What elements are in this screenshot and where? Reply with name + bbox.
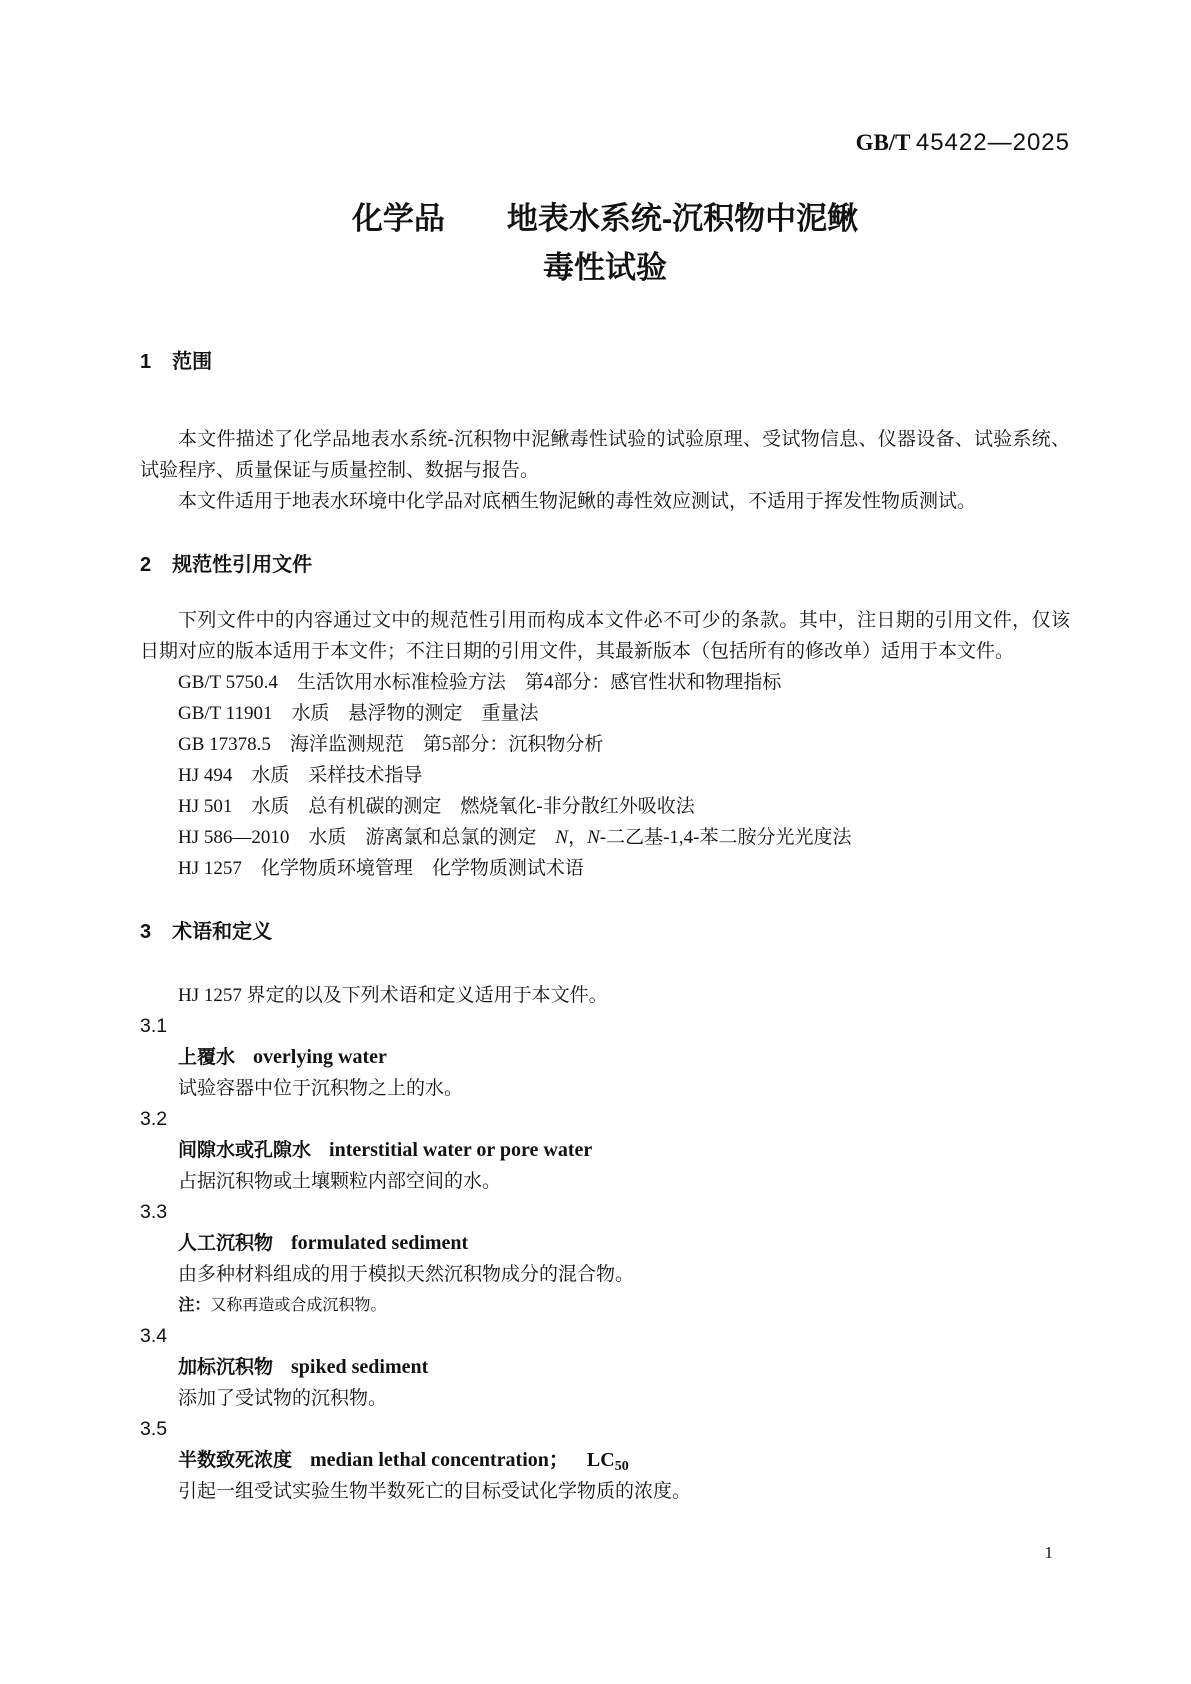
scope-paragraph-2: 本文件适用于地表水环境中化学品对底栖生物泥鳅的毒性效应测试，不适用于挥发性物质测试。 <box>178 491 977 512</box>
term-name-en: formulated sediment <box>291 1232 469 1254</box>
section-heading-scope <box>140 350 1070 374</box>
note-text: 又称再造或合成沉积物。 <box>210 1297 387 1314</box>
section-heading-terms <box>140 920 1070 944</box>
term-definition: 试验容器中位于沉积物之上的水。 <box>178 1078 464 1099</box>
term-name-en: interstitial water or pore water <box>329 1139 593 1161</box>
standard-number <box>140 130 1070 158</box>
term-heading <box>140 1352 1070 1383</box>
term-name-en: spiked sediment <box>291 1356 429 1378</box>
term-name-zh: 加标沉积物 <box>178 1357 274 1378</box>
reference-item: GB/T 11901 水质 悬浮物的测定 重量法 <box>178 703 539 724</box>
term-number-3-2: 3.2 <box>140 1108 168 1130</box>
document-title-line1: 化学品 地表水系统-沉积物中泥鳅 <box>351 201 859 236</box>
term-heading <box>140 1042 1070 1073</box>
section-title: 规范性引用文件 <box>172 554 313 576</box>
term-abbreviation-letters: LC <box>586 1449 615 1471</box>
standard-number-prefix: GB/T <box>855 130 916 155</box>
section-number: 2 <box>140 554 152 576</box>
term-number-3-4: 3.4 <box>140 1325 168 1347</box>
section-title: 术语和定义 <box>172 921 273 943</box>
reference-item: GB 17378.5 海洋监测规范 第5部分：沉积物分析 <box>178 734 604 755</box>
document-title <box>140 194 1070 292</box>
term-heading <box>140 1445 1070 1476</box>
term-name-zh: 上覆水 <box>178 1047 236 1068</box>
term-definition: 引起一组受试实验生物半数死亡的目标受试化学物质的浓度。 <box>178 1481 692 1502</box>
term-name-en: median lethal concentration； <box>310 1449 569 1471</box>
section-title: 范围 <box>172 351 213 373</box>
scope-paragraph-1: 本文件描述了化学品地表水系统-沉积物中泥鳅毒性试验的试验原理、受试物信息、仪器设备、试验系统、试验程序、质量保证与质量控制、数据与报告。 <box>140 429 1070 481</box>
term-heading <box>140 1228 1070 1259</box>
section-number: 1 <box>140 351 152 373</box>
reference-item: HJ 494 水质 采样技术指导 <box>178 765 423 786</box>
section-number: 3 <box>140 921 152 943</box>
note-label: 注： <box>178 1297 211 1314</box>
term-number-3-3: 3.3 <box>140 1201 168 1223</box>
term-abbreviation <box>586 1449 629 1474</box>
term-heading <box>140 1135 1070 1166</box>
reference-item <box>140 822 1070 853</box>
normative-references-intro: 下列文件中的内容通过文中的规范性引用而构成本文件必不可少的条款。其中，注日期的引用文件，仅该日期对应的版本适用于本文件；不注日期的引用文件，其最新版本（包括所有的修改单）适用于本文件。 <box>140 610 1070 662</box>
term-abbreviation-subscript: 50 <box>614 1459 629 1474</box>
term-definition: 由多种材料组成的用于模拟天然沉积物成分的混合物。 <box>178 1264 635 1285</box>
term-name-zh: 人工沉积物 <box>178 1233 274 1254</box>
standard-number-digits: 45422—2025 <box>915 129 1070 156</box>
term-number-3-5: 3.5 <box>140 1418 168 1440</box>
term-note <box>140 1290 1070 1321</box>
reference-text: -二乙基-1,4-苯二胺分光光度法 <box>599 827 852 848</box>
page-number: 1 <box>1044 1543 1053 1562</box>
term-definition: 占据沉积物或土壤颗粒内部空间的水。 <box>178 1171 502 1192</box>
reference-item: HJ 501 水质 总有机碳的测定 燃烧氧化-非分散红外吸收法 <box>178 796 695 817</box>
term-name-zh: 半数致死浓度 <box>178 1450 293 1471</box>
reference-text: ， <box>568 827 588 848</box>
document-title-line2: 毒性试验 <box>543 250 667 285</box>
term-name-en: overlying water <box>253 1046 387 1068</box>
reference-italic-symbol: N <box>587 827 600 848</box>
reference-item: GB/T 5750.4 生活饮用水标准检验方法 第4部分：感官性状和物理指标 <box>178 672 782 693</box>
terms-intro: HJ 1257 界定的以及下列术语和定义适用于本文件。 <box>178 985 608 1006</box>
term-name-zh: 间隙水或孔隙水 <box>178 1140 312 1161</box>
section-heading-normative-references <box>140 553 1070 577</box>
reference-text: HJ 586—2010 水质 游离氯和总氯的测定 <box>178 827 556 848</box>
term-number-3-1: 3.1 <box>140 1015 168 1037</box>
term-definition: 添加了受试物的沉积物。 <box>178 1388 388 1409</box>
reference-italic-symbol: N <box>555 827 569 848</box>
reference-item: HJ 1257 化学物质环境管理 化学物质测试术语 <box>178 858 584 879</box>
